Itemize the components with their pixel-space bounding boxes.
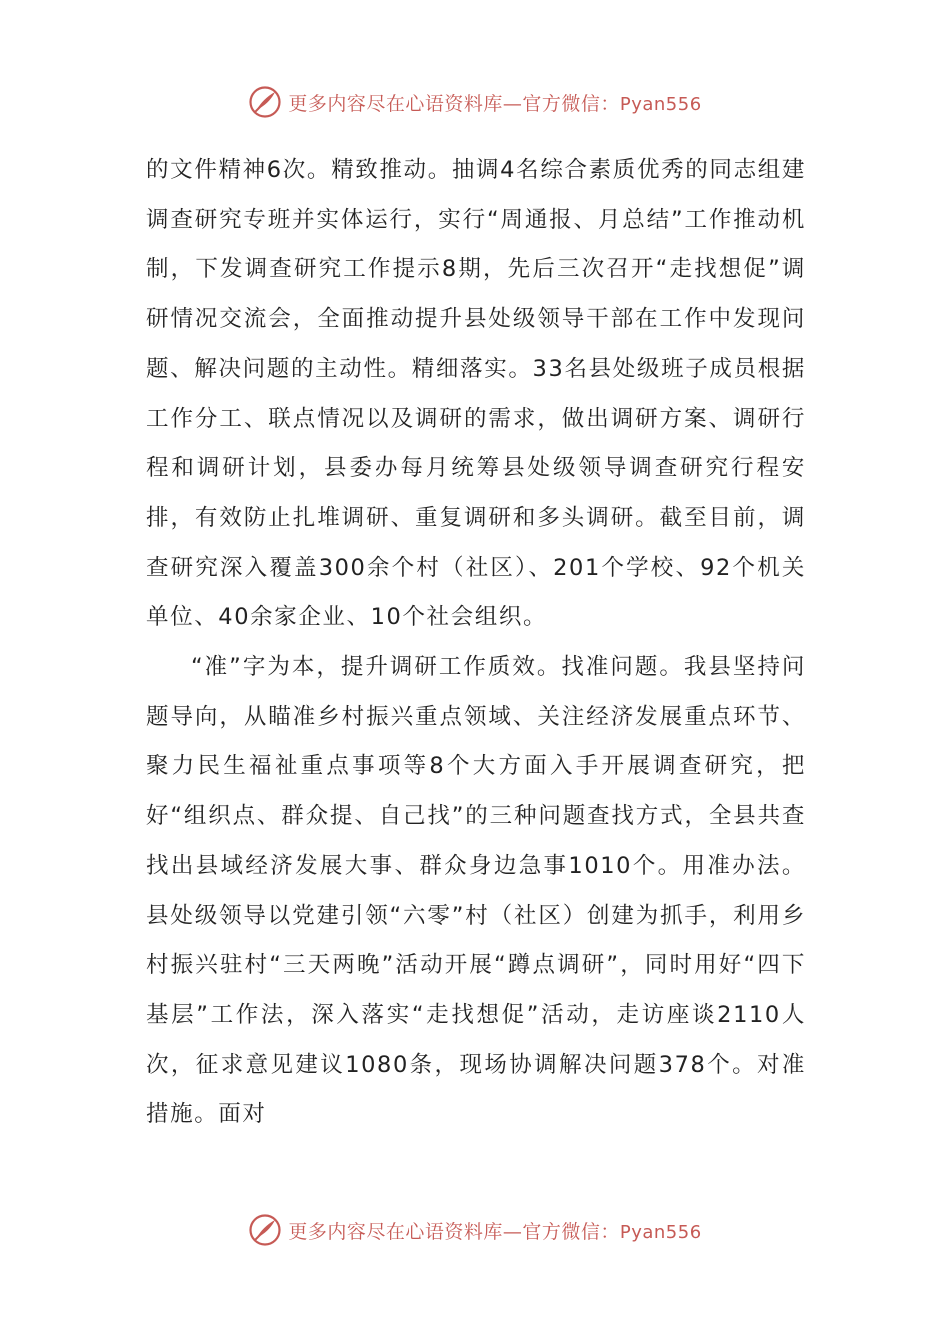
footer-banner xyxy=(0,1210,950,1250)
quill-logo-icon xyxy=(248,85,282,119)
paragraph-1: 的文件精神6次。精致推动。抽调4名综合素质优秀的同志组建调查研究专班并实体运行，实行“周通报、月总结”工作推动机制，下发调查研究工作提示8期，先后三次召开“走找想促”调研情况交流会，全面推动提升县处级领导干部在工作中发现问题、解决问题的主动性。精细落实。33名县处级班子成员根据工作分工、联点情况以及调研的需求，做出调研方案、调研行程和调研计划，县委办每月统筹县处级领导调查研究行程安排，有效防止扎堆调研、重复调研和多头调研。截至目前，调查研究深入覆盖300余个村（社区）、201个学校、92个机关单位、40余家企业、10个社会组织。 xyxy=(146,157,806,631)
paragraph-2: “准”字为本，提升调研工作质效。找准问题。我县坚持问题导向，从瞄准乡村振兴重点领域、关注经济发展重点环节、聚力民生福祉重点事项等8个大方面入手开展调查研究，把好“组织点、群众提、自己找”的三种问题查找方式，全县共查找出县域经济发展大事、群众身边急事1010个。用准办法。县处级领导以党建引领“六零”村（社区）创建为抓手，利用乡村振兴驻村“三天两晚”活动开展“蹲点调研”，同时用好“四下基层”工作法，深入落实“走找想促”活动，走访座谈2110人次，征求意见建议1080条，现场协调解决问题378个。对准措施。面对 xyxy=(146,654,806,1128)
banner-wechat-id: Pyan556 xyxy=(619,93,702,115)
banner-text xyxy=(288,89,701,116)
banner-wechat-label: 官方微信： xyxy=(522,92,620,115)
banner-separator: — xyxy=(502,1220,523,1243)
quill-logo-icon xyxy=(248,1213,282,1247)
banner-wechat-id: Pyan556 xyxy=(619,1221,702,1243)
header-banner xyxy=(0,82,950,122)
banner-title: 更多内容尽在心语资料库 xyxy=(288,92,503,115)
banner-separator: — xyxy=(502,92,523,115)
banner-text xyxy=(288,1217,701,1244)
banner-title: 更多内容尽在心语资料库 xyxy=(288,1220,503,1243)
banner-wechat-label: 官方微信： xyxy=(522,1220,620,1243)
document-body xyxy=(146,146,806,1140)
